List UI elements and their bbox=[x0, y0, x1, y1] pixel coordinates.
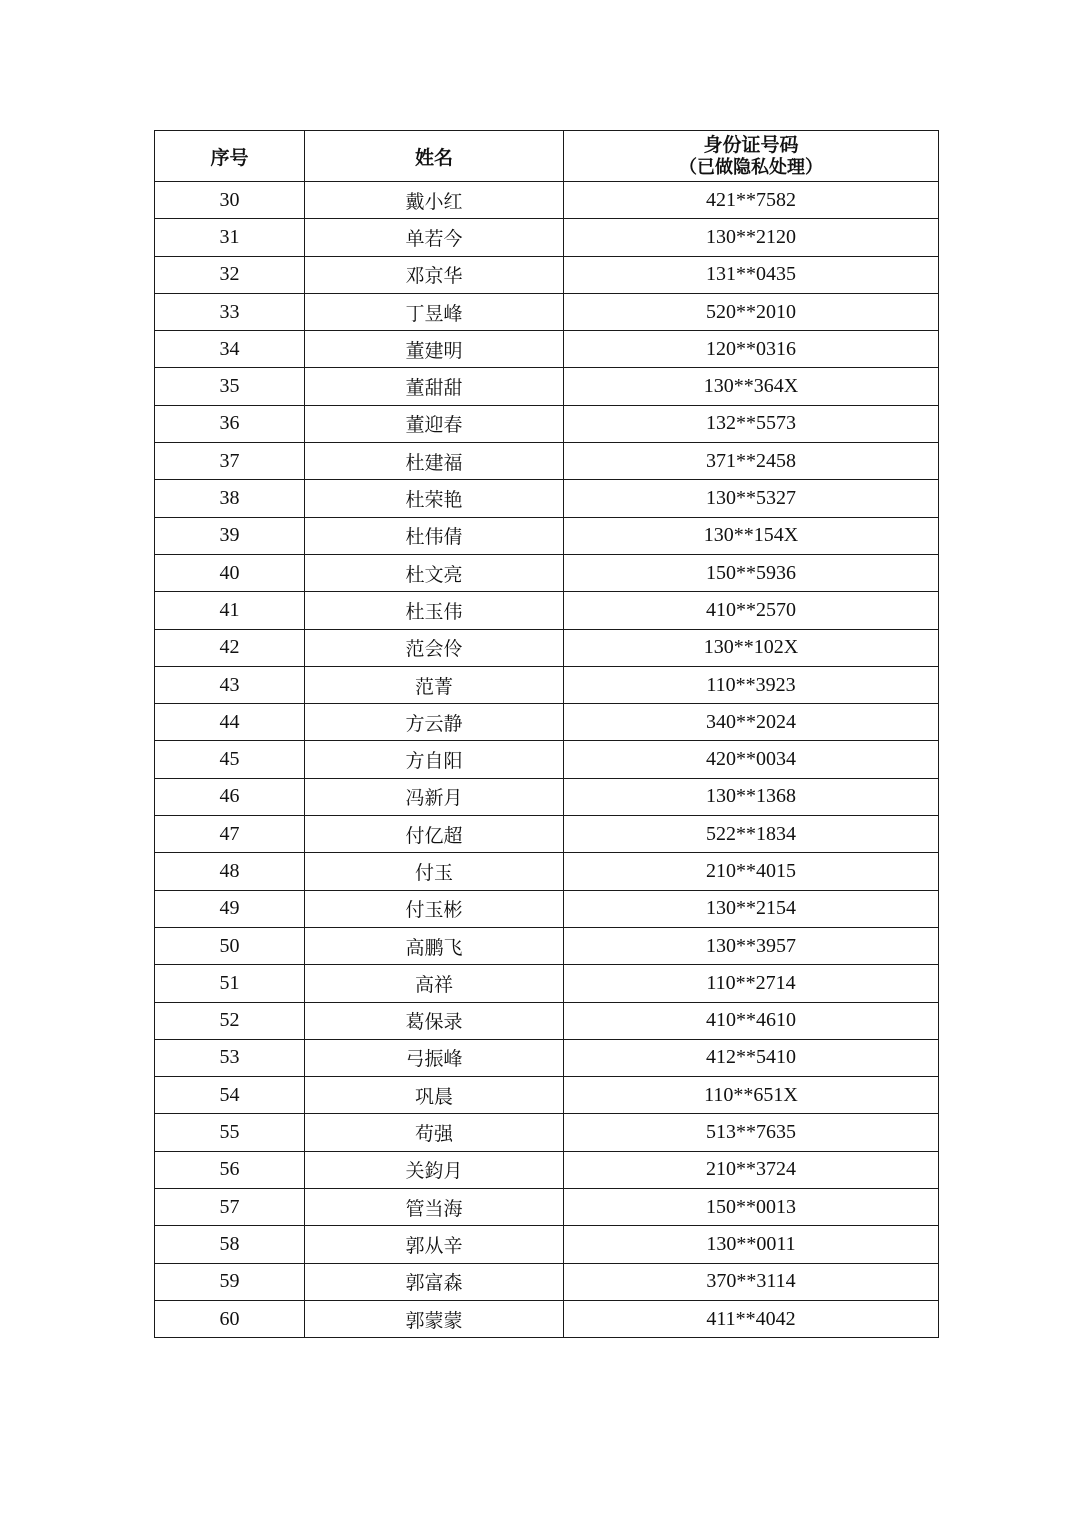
row-index-cell: 56 bbox=[155, 1151, 305, 1188]
table-row bbox=[155, 331, 939, 368]
row-id-cell: 522**1834 bbox=[564, 816, 939, 853]
row-id-cell: 130**1368 bbox=[564, 778, 939, 815]
row-name-cell: 范会伶 bbox=[305, 629, 564, 666]
header-row bbox=[155, 131, 939, 182]
row-name-cell: 关鈞月 bbox=[305, 1151, 564, 1188]
row-id-cell: 131**0435 bbox=[564, 256, 939, 293]
row-name-cell: 董甜甜 bbox=[305, 368, 564, 405]
row-id-cell: 130**5327 bbox=[564, 480, 939, 517]
row-name-cell: 高祥 bbox=[305, 965, 564, 1002]
row-id-cell: 120**0316 bbox=[564, 331, 939, 368]
row-index-cell: 55 bbox=[155, 1114, 305, 1151]
row-index-cell: 32 bbox=[155, 256, 305, 293]
roster-table bbox=[154, 130, 939, 1338]
table-row bbox=[155, 1189, 939, 1226]
table-row bbox=[155, 965, 939, 1002]
table-row bbox=[155, 853, 939, 890]
table-row bbox=[155, 182, 939, 219]
table-row bbox=[155, 554, 939, 591]
table-row bbox=[155, 1077, 939, 1114]
table-header bbox=[155, 131, 939, 182]
row-index-cell: 43 bbox=[155, 666, 305, 703]
row-index-cell: 58 bbox=[155, 1226, 305, 1263]
header-name: 姓名 bbox=[305, 131, 564, 182]
table-row bbox=[155, 592, 939, 629]
row-name-cell: 邓京华 bbox=[305, 256, 564, 293]
row-id-cell: 371**2458 bbox=[564, 443, 939, 480]
row-index-cell: 39 bbox=[155, 517, 305, 554]
table-row bbox=[155, 443, 939, 480]
row-id-cell: 421**7582 bbox=[564, 182, 939, 219]
row-index-cell: 35 bbox=[155, 368, 305, 405]
row-name-cell: 郭蒙蒙 bbox=[305, 1300, 564, 1337]
row-index-cell: 51 bbox=[155, 965, 305, 1002]
row-index-cell: 59 bbox=[155, 1263, 305, 1300]
row-id-cell: 210**4015 bbox=[564, 853, 939, 890]
row-id-cell: 410**2570 bbox=[564, 592, 939, 629]
row-id-cell: 130**2154 bbox=[564, 890, 939, 927]
row-name-cell: 杜玉伟 bbox=[305, 592, 564, 629]
row-id-cell: 370**3114 bbox=[564, 1263, 939, 1300]
table-row bbox=[155, 778, 939, 815]
header-id-main: 身份证号码 bbox=[703, 134, 799, 156]
table-row bbox=[155, 219, 939, 256]
table-row bbox=[155, 704, 939, 741]
header-id-note: （已做隐私处理） bbox=[679, 157, 823, 178]
row-id-cell: 110**2714 bbox=[564, 965, 939, 1002]
row-name-cell: 付玉 bbox=[305, 853, 564, 890]
row-id-cell: 150**0013 bbox=[564, 1189, 939, 1226]
row-id-cell: 412**5410 bbox=[564, 1039, 939, 1076]
row-name-cell: 付亿超 bbox=[305, 816, 564, 853]
row-index-cell: 34 bbox=[155, 331, 305, 368]
table-row bbox=[155, 629, 939, 666]
row-id-cell: 411**4042 bbox=[564, 1300, 939, 1337]
row-index-cell: 54 bbox=[155, 1077, 305, 1114]
table-row bbox=[155, 1300, 939, 1337]
table-row bbox=[155, 816, 939, 853]
row-id-cell: 420**0034 bbox=[564, 741, 939, 778]
row-name-cell: 葛保录 bbox=[305, 1002, 564, 1039]
row-name-cell: 杜伟倩 bbox=[305, 517, 564, 554]
row-id-cell: 130**102X bbox=[564, 629, 939, 666]
row-name-cell: 管当海 bbox=[305, 1189, 564, 1226]
row-id-cell: 110**651X bbox=[564, 1077, 939, 1114]
row-index-cell: 48 bbox=[155, 853, 305, 890]
row-id-cell: 130**364X bbox=[564, 368, 939, 405]
row-name-cell: 戴小红 bbox=[305, 182, 564, 219]
table-row bbox=[155, 666, 939, 703]
row-name-cell: 董迎春 bbox=[305, 405, 564, 442]
row-index-cell: 57 bbox=[155, 1189, 305, 1226]
row-id-cell: 410**4610 bbox=[564, 1002, 939, 1039]
row-index-cell: 41 bbox=[155, 592, 305, 629]
table-row bbox=[155, 517, 939, 554]
row-id-cell: 130**154X bbox=[564, 517, 939, 554]
row-name-cell: 郭富森 bbox=[305, 1263, 564, 1300]
row-name-cell: 方云静 bbox=[305, 704, 564, 741]
row-index-cell: 38 bbox=[155, 480, 305, 517]
row-index-cell: 31 bbox=[155, 219, 305, 256]
row-id-cell: 130**0011 bbox=[564, 1226, 939, 1263]
table-row bbox=[155, 480, 939, 517]
row-index-cell: 46 bbox=[155, 778, 305, 815]
row-id-cell: 340**2024 bbox=[564, 704, 939, 741]
row-name-cell: 杜文亮 bbox=[305, 554, 564, 591]
row-name-cell: 丁昱峰 bbox=[305, 293, 564, 330]
row-name-cell: 杜荣艳 bbox=[305, 480, 564, 517]
row-name-cell: 冯新月 bbox=[305, 778, 564, 815]
table-row bbox=[155, 741, 939, 778]
row-id-cell: 150**5936 bbox=[564, 554, 939, 591]
table-row bbox=[155, 1151, 939, 1188]
row-id-cell: 130**2120 bbox=[564, 219, 939, 256]
row-index-cell: 40 bbox=[155, 554, 305, 591]
table-row bbox=[155, 1114, 939, 1151]
row-index-cell: 60 bbox=[155, 1300, 305, 1337]
row-id-cell: 513**7635 bbox=[564, 1114, 939, 1151]
row-index-cell: 30 bbox=[155, 182, 305, 219]
table-row bbox=[155, 405, 939, 442]
row-name-cell: 弓振峰 bbox=[305, 1039, 564, 1076]
table-row bbox=[155, 256, 939, 293]
row-name-cell: 苟强 bbox=[305, 1114, 564, 1151]
table-row bbox=[155, 1263, 939, 1300]
row-name-cell: 董建明 bbox=[305, 331, 564, 368]
row-id-cell: 130**3957 bbox=[564, 927, 939, 964]
row-index-cell: 45 bbox=[155, 741, 305, 778]
row-name-cell: 巩晨 bbox=[305, 1077, 564, 1114]
row-id-cell: 520**2010 bbox=[564, 293, 939, 330]
row-id-cell: 210**3724 bbox=[564, 1151, 939, 1188]
row-name-cell: 高鹏飞 bbox=[305, 927, 564, 964]
row-name-cell: 方自阳 bbox=[305, 741, 564, 778]
row-index-cell: 47 bbox=[155, 816, 305, 853]
row-name-cell: 单若今 bbox=[305, 219, 564, 256]
row-index-cell: 52 bbox=[155, 1002, 305, 1039]
row-id-cell: 132**5573 bbox=[564, 405, 939, 442]
row-index-cell: 36 bbox=[155, 405, 305, 442]
table-row bbox=[155, 1002, 939, 1039]
table-row bbox=[155, 1226, 939, 1263]
row-index-cell: 53 bbox=[155, 1039, 305, 1076]
table-body bbox=[155, 182, 939, 1338]
table-row bbox=[155, 890, 939, 927]
row-index-cell: 33 bbox=[155, 293, 305, 330]
row-name-cell: 郭从辛 bbox=[305, 1226, 564, 1263]
table-row bbox=[155, 927, 939, 964]
row-index-cell: 44 bbox=[155, 704, 305, 741]
row-id-cell: 110**3923 bbox=[564, 666, 939, 703]
row-name-cell: 范菁 bbox=[305, 666, 564, 703]
row-index-cell: 49 bbox=[155, 890, 305, 927]
table-row bbox=[155, 293, 939, 330]
row-index-cell: 50 bbox=[155, 927, 305, 964]
row-index-cell: 42 bbox=[155, 629, 305, 666]
row-name-cell: 付玉彬 bbox=[305, 890, 564, 927]
row-index-cell: 37 bbox=[155, 443, 305, 480]
table-row bbox=[155, 1039, 939, 1076]
header-id-number bbox=[564, 131, 939, 182]
row-name-cell: 杜建福 bbox=[305, 443, 564, 480]
header-index: 序号 bbox=[155, 131, 305, 182]
table-row bbox=[155, 368, 939, 405]
